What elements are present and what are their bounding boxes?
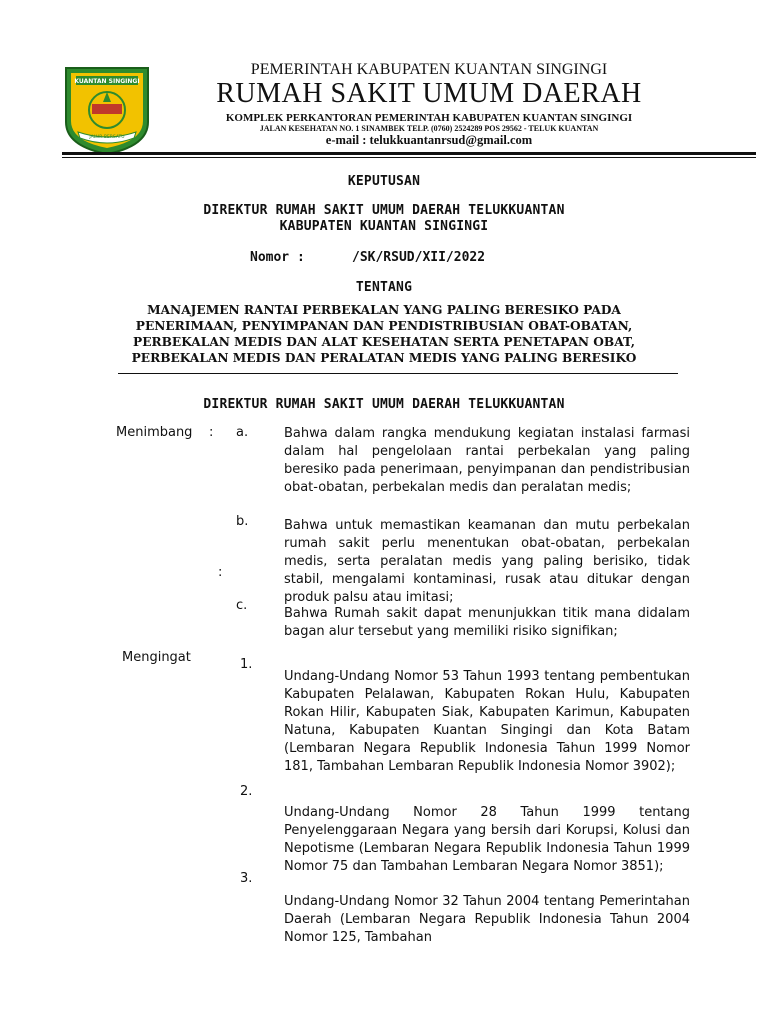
decree-number-value: /SK/RSUD/XII/2022 <box>352 250 486 265</box>
letterhead-complex: KOMPLEK PERKANTORAN PEMERINTAH KABUPATEN KUANTAN SINGINGI <box>225 112 633 124</box>
menimbang-mark-c: c. <box>236 598 248 613</box>
decree-director-line3: DIREKTUR RUMAH SAKIT UMUM DAERAH TELUKKUANTAN <box>203 397 565 412</box>
decree-subject-line: PERBEKALAN MEDIS DAN ALAT KESEHATAN SERTA PENETAPAN OBAT, <box>133 335 635 349</box>
menimbang-colon-2: : <box>218 565 223 580</box>
menimbang-mark-a: a. <box>236 425 249 440</box>
subject-separator <box>118 373 678 374</box>
mengingat-label: Mengingat <box>122 650 191 665</box>
letterhead-rule-thick <box>62 152 756 155</box>
decree-director-line1: DIREKTUR RUMAH SAKIT UMUM DAERAH TELUKKUANTAN <box>203 203 565 218</box>
mengingat-item-1: Undang-Undang Nomor 53 Tahun 1993 tentang pembentukan Kabupaten Pelalawan, Kabupaten Rokan Hulu, Kabupaten Rokan Hilir, Kabupaten Siak, Kabupaten Karimun, Kabupaten Natuna, Kabupaten Kuantan Singingi dan Kota Batam (Lembaran Negara Republik Indonesia Tahun 1999 Nomor 181, Tambahan Lembaran Republik Indonesia Nomor 3902); <box>284 669 690 774</box>
decree-subject-line: PENERIMAAN, PENYIMPANAN DAN PENDISTRIBUSIAN OBAT-OBATAN, <box>135 319 633 333</box>
logo-text: KUANTAN SINGINGI <box>74 78 140 85</box>
mengingat-mark-3: 3. <box>240 871 253 886</box>
menimbang-colon: : <box>209 425 214 440</box>
mengingat-mark-2: 2. <box>240 784 253 799</box>
decree-tentang: TENTANG <box>355 280 413 295</box>
menimbang-label: Menimbang <box>116 425 193 440</box>
letterhead-address: JALAN KESEHATAN NO. 1 SINAMBEK TELP. (0760) 2524289 POS 29562 - TELUK KUANTAN <box>259 124 599 133</box>
decree-number-label: Nomor : <box>250 250 305 265</box>
decree-keputusan: KEPUTUSAN <box>347 174 421 189</box>
decree-subject-line: MANAJEMEN RANTAI PERBEKALAN YANG PALING BERESIKO PADA <box>147 303 621 317</box>
mengingat-item-3: Undang-Undang Nomor 32 Tahun 2004 tentang Pemerintahan Daerah (Lembaran Negara Republik Indonesia Tahun 2004 Nomor 125, Tambahan <box>284 894 690 945</box>
decree-subject <box>0 302 768 366</box>
letterhead-government: PEMERINTAH KABUPATEN KUANTAN SINGINGI <box>250 61 608 78</box>
menimbang-item-b: Bahwa untuk memastikan keamanan dan mutu perbekalan rumah sakit perlu menentukan obat-obatan, perbekalan medis, serta peralatan medis yang paling berisiko, tidak stabil, mengalami kontaminasi, rusak atau ditukar dengan produk palsu atau imitasi; <box>284 518 690 605</box>
letterhead-hospital-name: RUMAH SAKIT UMUM DAERAH <box>216 78 642 109</box>
logo-ribbon: JALUR BERSATU <box>89 135 125 140</box>
menimbang-mark-b: b. <box>236 514 249 529</box>
decree-director-line2: KABUPATEN KUANTAN SINGINGI <box>279 219 489 234</box>
menimbang-item-a: Bahwa dalam rangka mendukung kegiatan instalasi farmasi dalam hal pengelolaan rantai perbekalan yang paling beresiko pada penerimaan, penyimpanan dan pendistribusian obat-obatan, perbekalan medis dan peralatan medis; <box>284 426 690 495</box>
decree-subject-line: PERBEKALAN MEDIS DAN PERALATAN MEDIS YANG PALING BERESIKO <box>131 351 637 365</box>
letterhead-email: e-mail : telukkuantanrsud@gmail.com <box>325 133 533 147</box>
mengingat-item-2: Undang-Undang Nomor 28 Tahun 1999 tentang Penyelenggaraan Negara yang bersih dari Korupsi, Kolusi dan Nepotisme (Lembaran Negara Republik Indonesia Tahun 1999 Nomor 75 dan Tambahan Lembaran Negara Nomor 3851); <box>284 805 690 874</box>
menimbang-item-c: Bahwa Rumah sakit dapat menunjukkan titik mana didalam bagan alur tersebut yang memiliki risiko signifikan; <box>284 606 690 639</box>
letterhead-rule-thin <box>62 157 756 158</box>
mengingat-mark-1: 1. <box>240 657 253 672</box>
